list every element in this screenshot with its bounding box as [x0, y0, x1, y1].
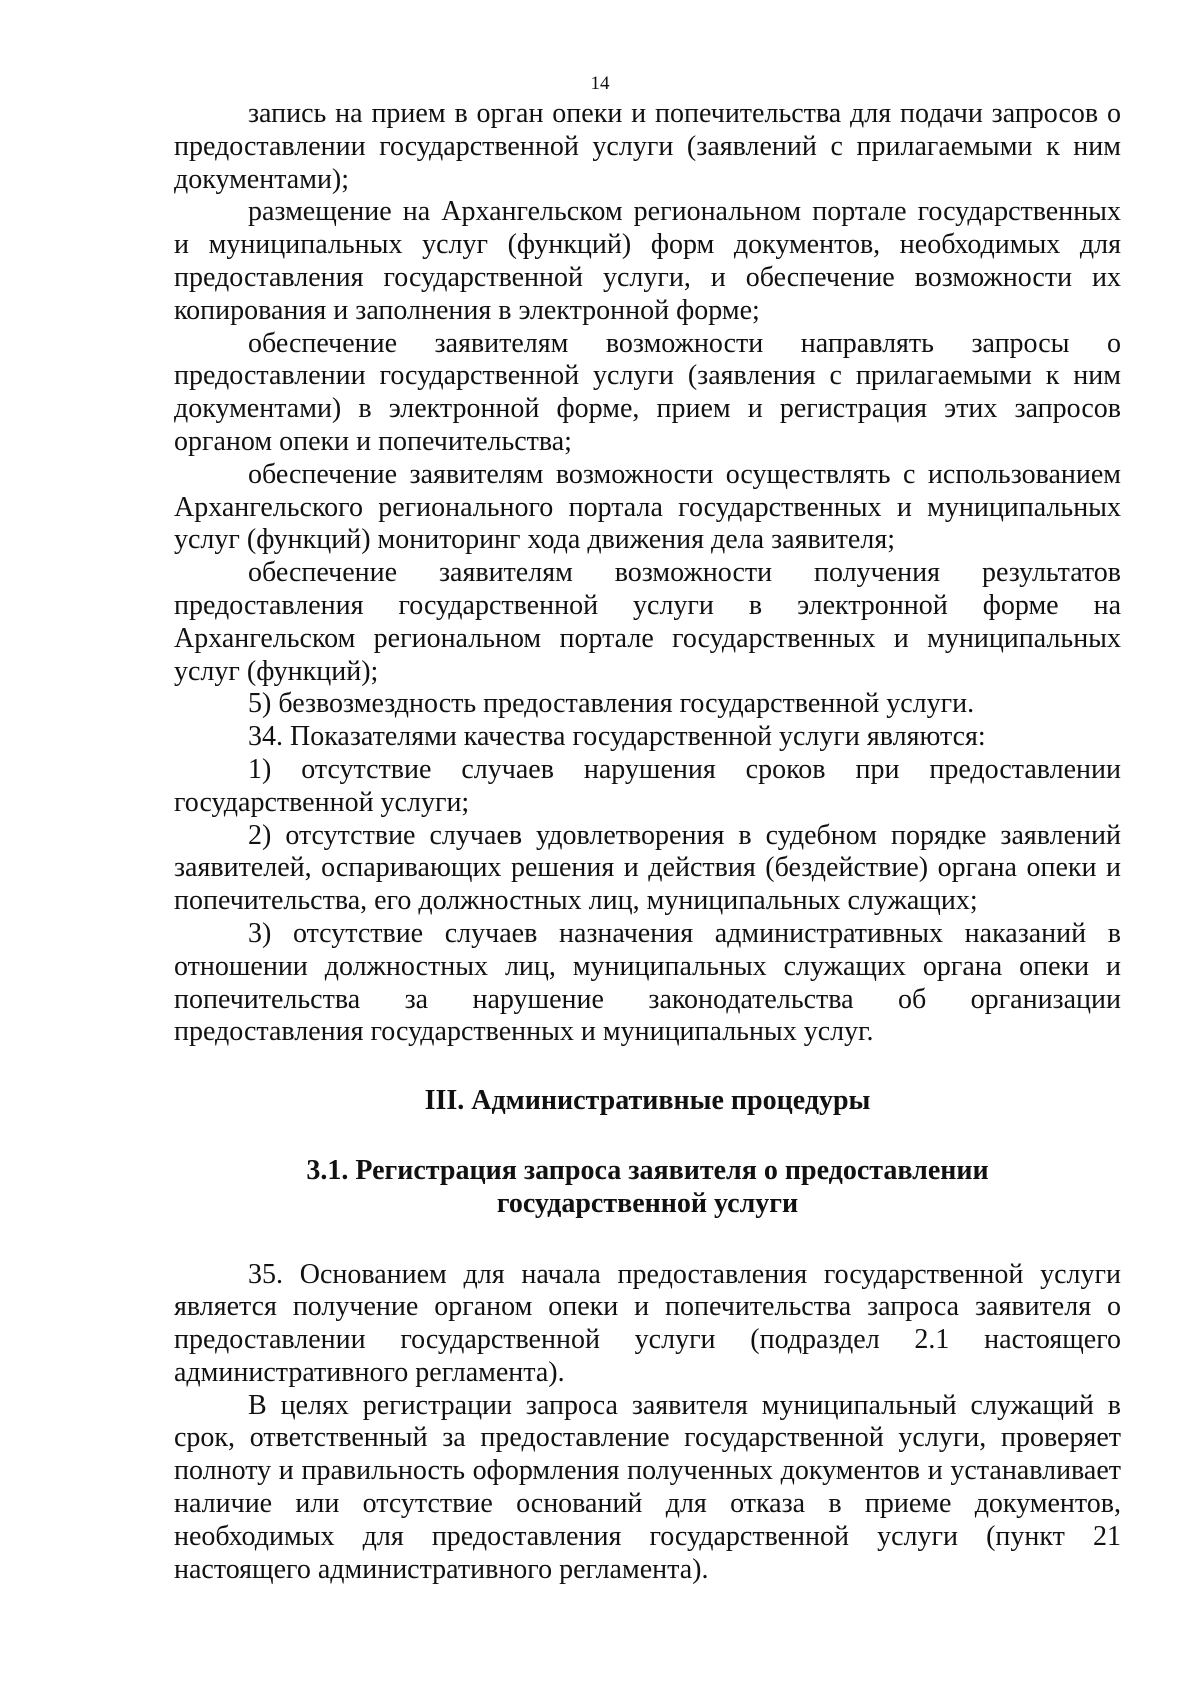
- paragraph: запись на прием в орган опеки и попечительства для подачи запросов о предоставлении государственной услуги (заявлений с прилагаемыми к ним документами);: [174, 98, 1121, 195]
- paragraph: 3) отсутствие случаев назначения административных наказаний в отношении должностных лиц, муниципальных служащих органа опеки и попечительства за нарушение законодательства об организации предоставления государственных и муниципальных услуг.: [174, 917, 1121, 1048]
- paragraph: В целях регистрации запроса заявителя муниципальный служащий в срок, ответственный за предоставление государственной услуги, проверяет полноту и правильность оформления полученных документов и устанавливает наличие или отсутствие оснований для отказа в приеме документов, необходимых для предоставления государственной услуги (пункт 21 настоящего административного регламента).: [174, 1389, 1121, 1585]
- paragraph: 2) отсутствие случаев удовлетворения в судебном порядке заявлений заявителей, оспаривающих решения и действия (бездействие) органа опеки и попечительства, его должностных лиц, муниципальных служащих;: [174, 819, 1121, 917]
- paragraph: 34. Показателями качества государственной услуги являются:: [248, 721, 986, 753]
- paragraph: размещение на Архангельском региональном портале государственных и муниципальных услуг (функций) форм документов, необходимых для предоставления государственной услуги, и обеспечение возможности их копирования и заполнения в электронной форме;: [174, 196, 1121, 326]
- page-number: 14: [590, 73, 610, 94]
- section-heading: III. Административные процедуры: [424, 1085, 871, 1117]
- subsection-heading-line: 3.1. Регистрация запроса заявителя о предоставлении: [306, 1154, 989, 1186]
- paragraph: 1) отсутствие случаев нарушения сроков при предоставлении государственной услуги;: [174, 753, 1121, 818]
- subsection-heading-line: государственной услуги: [496, 1187, 799, 1219]
- paragraph: обеспечение заявителям возможности направлять запросы о предоставлении государственной услуги (заявления с прилагаемыми к ним документами) в электронной форме, прием и регистрация этих запросов органом опеки и попечительства;: [174, 327, 1121, 457]
- paragraph: 35. Основанием для начала предоставления государственной услуги является получение органом опеки и попечительства запроса заявителя о предоставлении государственной услуги (подраздел 2.1 настоящего административного регламента).: [174, 1258, 1121, 1388]
- subsection-heading: [174, 1155, 1121, 1221]
- paragraph: обеспечение заявителям возможности получения результатов предоставления государственной услуги в электронной форме на Архангельском региональном портале государственных и муниципальных услуг (функций);: [174, 557, 1121, 687]
- section-body: [174, 1259, 1121, 1587]
- paragraph: 5) безвозмездность предоставления государственной услуги.: [248, 688, 975, 720]
- paragraph: обеспечение заявителям возможности осуществлять с использованием Архангельского регионального портала государственных и муниципальных услуг (функций) мониторинг хода движения дела заявителя;: [174, 458, 1121, 556]
- document-body: [174, 98, 1121, 1586]
